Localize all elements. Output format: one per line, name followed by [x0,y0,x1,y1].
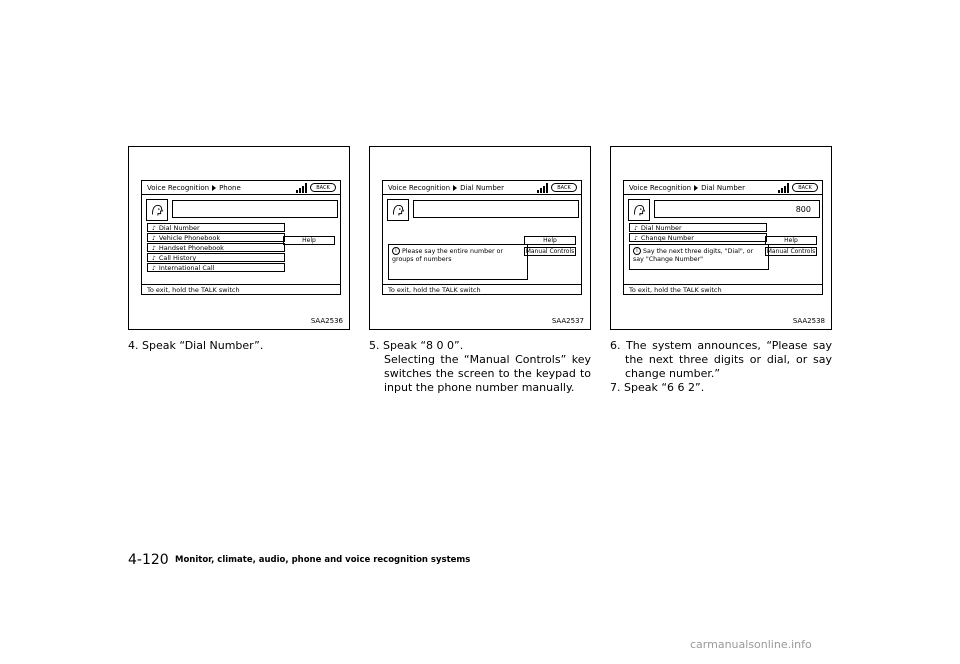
manual-controls-button[interactable]: Manual Controls [525,248,575,255]
menu-item-dial-number[interactable]: ♪ Dial Number [147,223,285,232]
header-title: Voice Recognition [147,184,210,192]
section-title: Monitor, climate, audio, phone and voice recognition systems [175,555,471,565]
signal-strength-icon [778,183,790,193]
signal-strength-icon [296,183,308,193]
figure-saa2537 [369,146,591,330]
step-4: 4. Speak “Dial Number”. [128,339,264,352]
voice-command-icon: ♪ [634,235,638,242]
figure-code: SAA2537 [551,317,584,325]
header-subtitle: Dial Number [701,184,745,192]
recognition-input [172,200,338,218]
help-button[interactable]: Help [765,236,817,245]
menu-item-vehicle-phonebook[interactable]: ♪ Vehicle Phonebook [147,233,285,242]
screen-footer: To exit, hold the TALK switch [142,284,340,294]
step-5-body: Selecting the “Manual Controls” key switches the screen to the keypad to input the phone number manually. [384,353,591,394]
step-6: 6. The system announces, “Please say the next three digits or dial, or say change number.” [610,339,832,380]
figure-code: SAA2536 [310,317,343,325]
voice-recognition-screen [141,180,341,295]
voice-recognition-screen [623,180,823,295]
header-subtitle: Phone [219,184,241,192]
voice-command-icon: ♪ [152,225,156,232]
info-icon: i [633,247,641,255]
page-number: 4-120 [128,552,169,568]
voice-command-icon: ♪ [152,245,156,252]
menu-item-change-number[interactable]: ♪ Change Number [629,233,767,242]
back-button[interactable]: BACK [310,183,336,192]
breadcrumb-arrow-icon [453,185,457,191]
menu-item-call-history[interactable]: ♪ Call History [147,253,285,262]
figure-saa2538 [610,146,832,330]
breadcrumb-arrow-icon [212,185,216,191]
screen-footer: To exit, hold the TALK switch [383,284,581,294]
voice-command-icon: ♪ [152,255,156,262]
prompt-message: i Please say the entire number or groups of numbers [388,244,528,280]
back-button[interactable]: BACK [551,183,577,192]
menu-item-handset-phonebook[interactable]: ♪ Handset Phonebook [147,243,285,252]
voice-face-icon [628,199,650,221]
voice-command-icon: ♪ [152,235,156,242]
help-button[interactable]: Help [283,236,335,245]
step-7: 7. Speak “6 6 2”. [610,381,705,394]
step-5-title: 5. Speak “8 0 0”. [369,339,464,352]
manual-controls-button[interactable]: Manual Controls [766,248,816,255]
signal-strength-icon [537,183,549,193]
voice-recognition-screen [382,180,582,295]
header-title: Voice Recognition [629,184,692,192]
back-button[interactable]: BACK [792,183,818,192]
menu-item-international-call[interactable]: ♪ International Call [147,263,285,272]
info-icon: i [392,247,400,255]
voice-command-icon: ♪ [634,225,638,232]
figure-saa2536 [128,146,350,330]
breadcrumb-arrow-icon [694,185,698,191]
watermark: carmanualsonline.info [690,638,812,651]
header-subtitle: Dial Number [460,184,504,192]
recognition-input: 800 [654,200,820,218]
voice-face-icon [387,199,409,221]
recognition-input [413,200,579,218]
header-title: Voice Recognition [388,184,451,192]
voice-face-icon [146,199,168,221]
figure-code: SAA2538 [792,317,825,325]
menu-item-dial-number[interactable]: ♪ Dial Number [629,223,767,232]
screen-footer: To exit, hold the TALK switch [624,284,822,294]
voice-command-icon: ♪ [152,265,156,272]
prompt-message: i Say the next three digits, "Dial", or say "Change Number" [629,244,769,270]
help-button[interactable]: Help [524,236,576,245]
